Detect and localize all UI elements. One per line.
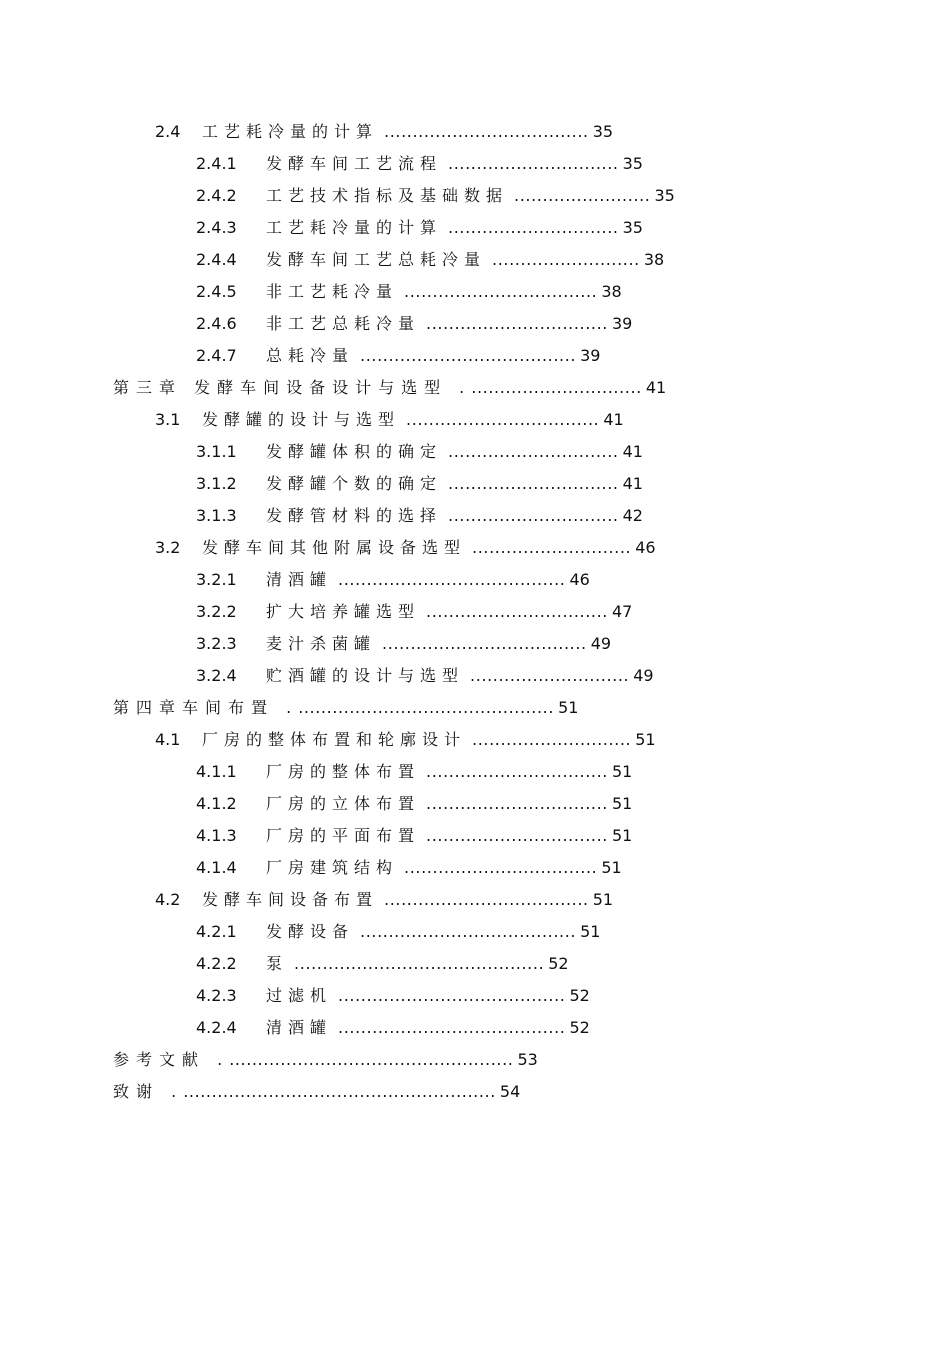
- toc-entry-page: 46: [635, 538, 656, 557]
- toc-entry[interactable]: [196, 760, 632, 784]
- toc-entry[interactable]: [155, 536, 656, 560]
- toc-entry-title: 泵: [266, 954, 289, 973]
- toc-entry-title: 发酵车间工艺流程: [266, 154, 443, 173]
- toc-entry-page: 35: [654, 186, 675, 205]
- toc-entry-number: 4.2: [155, 890, 181, 909]
- toc-entry-number: 4.1: [155, 730, 181, 749]
- toc-entry-page: 38: [643, 250, 665, 269]
- toc-entry-page: 51: [558, 698, 579, 717]
- toc-entry-number: 3.1.1: [196, 442, 237, 461]
- toc-chapter[interactable]: [113, 1080, 520, 1104]
- toc-entry-page: 54: [499, 1082, 521, 1101]
- toc-entry-number: 4.1.3: [196, 826, 237, 845]
- toc-entry-leader: ..................................: [406, 410, 600, 429]
- toc-entry[interactable]: [196, 312, 632, 336]
- toc-entry[interactable]: [155, 120, 613, 144]
- toc-entry[interactable]: [196, 984, 590, 1008]
- toc-entry-leader: ................................: [426, 794, 608, 813]
- toc-entry-page: 52: [569, 986, 590, 1005]
- toc-entry-number: 2.4.2: [196, 186, 237, 205]
- toc-entry[interactable]: [196, 824, 632, 848]
- toc-entry-number: 3.2.4: [196, 666, 237, 685]
- toc-entry-title: 清酒罐: [266, 570, 333, 589]
- toc-entry-number: 4.1.1: [196, 762, 237, 781]
- toc-entry-page: 51: [580, 922, 601, 941]
- toc-entry[interactable]: [196, 600, 632, 624]
- toc-entry[interactable]: [196, 184, 675, 208]
- toc-entry-title: 厂房的平面布置: [266, 826, 421, 845]
- toc-entry-page: 51: [592, 890, 614, 909]
- toc-entry-leader: ..............................: [448, 474, 619, 493]
- toc-entry-leader: ........................................: [338, 986, 566, 1005]
- toc-entry-title: 非工艺总耗冷量: [266, 314, 421, 333]
- toc-entry-leader: ........................................: [338, 570, 566, 589]
- toc-entry-leader: ............................: [472, 538, 632, 557]
- toc-entry-page: 51: [601, 858, 622, 877]
- toc-entry[interactable]: [196, 1016, 590, 1040]
- toc-entry-page: 35: [592, 122, 614, 141]
- toc-entry-number: 3.2: [155, 538, 181, 557]
- toc-entry-number: 3.2.1: [196, 570, 237, 589]
- toc-entry-leader: ....................................: [384, 122, 589, 141]
- toc-entry[interactable]: [155, 888, 613, 912]
- toc-entry-title: 扩大培养罐选型: [266, 602, 421, 621]
- toc-entry[interactable]: [196, 216, 643, 240]
- toc-entry-number: 4.1.2: [196, 794, 237, 813]
- toc-entry-number: 2.4.4: [196, 250, 237, 269]
- toc-entry[interactable]: [196, 856, 622, 880]
- toc-entry-leader: ..............................: [448, 442, 619, 461]
- toc-entry-page: 49: [590, 634, 612, 653]
- toc-entry-number: 2.4: [155, 122, 181, 141]
- toc-entry-number: 3.1.3: [196, 506, 237, 525]
- toc-entry-leader: ..................................: [404, 858, 598, 877]
- toc-entry-leader: .......................................................: [183, 1082, 496, 1101]
- toc-entry[interactable]: [196, 152, 643, 176]
- toc-entry[interactable]: [196, 920, 600, 944]
- toc-entry-leader: ................................: [426, 314, 608, 333]
- toc-entry-leader: ............................................: [294, 954, 545, 973]
- toc-chapter-title: 第四章车间布置 .: [113, 698, 299, 717]
- toc-entry-title: 发酵设备: [266, 922, 355, 941]
- toc-entry-page: 41: [622, 442, 643, 461]
- toc-entry-page: 41: [645, 378, 667, 397]
- toc-entry-page: 52: [548, 954, 569, 973]
- toc-entry-page: 35: [622, 218, 643, 237]
- toc-entry-title: 非工艺耗冷量: [266, 282, 399, 301]
- toc-entry-leader: ............................: [472, 730, 632, 749]
- toc-entry-leader: ....................................: [382, 634, 587, 653]
- toc-entry-title: 麦汁杀菌罐: [266, 634, 377, 653]
- toc-entry-page: 38: [601, 282, 622, 301]
- toc-entry-leader: ......................................: [360, 922, 577, 941]
- toc-entry-title: 清酒罐: [266, 1018, 333, 1037]
- toc-entry-page: 49: [633, 666, 654, 685]
- toc-entry[interactable]: [196, 632, 611, 656]
- toc-entry[interactable]: [196, 568, 590, 592]
- toc-entry[interactable]: [196, 952, 569, 976]
- toc-entry-number: 2.4.1: [196, 154, 237, 173]
- toc-entry-leader: ................................: [426, 602, 608, 621]
- toc-entry-page: 51: [611, 762, 633, 781]
- toc-entry-title: 厂房的整体布置: [266, 762, 421, 781]
- toc-entry[interactable]: [196, 664, 654, 688]
- toc-entry-leader: ........................................: [338, 1018, 566, 1037]
- toc-entry-leader: ..............................: [448, 506, 619, 525]
- toc-entry-number: 4.2.3: [196, 986, 237, 1005]
- toc-entry-title: 厂房建筑结构: [266, 858, 399, 877]
- toc-entry-title: 贮酒罐的设计与选型: [266, 666, 465, 685]
- toc-entry-leader: ..............................: [448, 154, 619, 173]
- toc-entry[interactable]: [196, 792, 632, 816]
- toc-entry-title: 发酵罐个数的确定: [266, 474, 443, 493]
- toc-entry-title: 发酵罐的设计与选型: [202, 410, 401, 429]
- toc-entry-page: 39: [580, 346, 601, 365]
- toc-entry[interactable]: [196, 344, 600, 368]
- toc-entry[interactable]: [196, 440, 643, 464]
- toc-entry-leader: ..............................: [448, 218, 619, 237]
- toc-entry[interactable]: [155, 728, 656, 752]
- toc-entry-number: 3.2.2: [196, 602, 237, 621]
- toc-entry[interactable]: [196, 504, 643, 528]
- toc-entry-title: 工艺技术指标及基础数据: [266, 186, 509, 205]
- toc-entry-number: 2.4.5: [196, 282, 237, 301]
- toc-entry-leader: ................................: [426, 826, 608, 845]
- toc-entry-leader: ............................: [470, 666, 630, 685]
- toc-entry-page: 42: [622, 506, 643, 525]
- toc-entry-leader: ..........................: [492, 250, 640, 269]
- toc-chapter[interactable]: [113, 376, 666, 400]
- toc-entry-title: 发酵罐体积的确定: [266, 442, 443, 461]
- toc-entry[interactable]: [196, 248, 664, 272]
- toc-chapter-title: 致谢 .: [113, 1082, 184, 1101]
- toc-chapter-title: 第三章 发酵车间设备设计与选型 .: [113, 378, 472, 397]
- toc-entry-leader: ........................: [514, 186, 651, 205]
- toc-entry-page: 51: [611, 794, 633, 813]
- toc-entry-title: 工艺耗冷量的计算: [266, 218, 443, 237]
- toc-entry-title: 发酵车间其他附属设备选型: [202, 538, 467, 557]
- toc-entry-page: 47: [611, 602, 633, 621]
- toc-entry-leader: ................................: [426, 762, 608, 781]
- toc-entry-number: 4.2.1: [196, 922, 237, 941]
- toc-entry-number: 4.2.4: [196, 1018, 237, 1037]
- toc-entry-page: 41: [622, 474, 643, 493]
- toc-entry-page: 39: [611, 314, 633, 333]
- toc-entry-leader: ......................................: [360, 346, 577, 365]
- toc-entry-leader: ..................................: [404, 282, 598, 301]
- toc-entry-title: 过滤机: [266, 986, 333, 1005]
- toc-entry-number: 2.4.3: [196, 218, 237, 237]
- toc-entry-page: 41: [603, 410, 624, 429]
- toc-chapter[interactable]: [113, 1048, 538, 1072]
- toc-entry-page: 46: [569, 570, 590, 589]
- toc-entry-number: 2.4.7: [196, 346, 237, 365]
- toc-entry[interactable]: [155, 408, 624, 432]
- toc-entry-number: 3.1.2: [196, 474, 237, 493]
- toc-entry-page: 53: [517, 1050, 538, 1069]
- toc-chapter[interactable]: [113, 696, 578, 720]
- toc-entry-number: 4.2.2: [196, 954, 237, 973]
- toc-entry-leader: ..................................................: [229, 1050, 514, 1069]
- toc-entry-title: 发酵车间工艺总耗冷量: [266, 250, 487, 269]
- toc-entry[interactable]: [196, 472, 643, 496]
- toc-entry-title: 厂房的立体布置: [266, 794, 421, 813]
- toc-entry-number: 2.4.6: [196, 314, 237, 333]
- toc-entry-leader: .............................................: [298, 698, 555, 717]
- toc-chapter-title: 参考文献 .: [113, 1050, 230, 1069]
- toc-entry-title: 发酵管材料的选择: [266, 506, 443, 525]
- toc-entry[interactable]: [196, 280, 622, 304]
- toc-entry-page: 35: [622, 154, 643, 173]
- toc-entry-number: 4.1.4: [196, 858, 237, 877]
- toc-entry-title: 厂房的整体布置和轮廓设计: [202, 730, 467, 749]
- toc-entry-page: 51: [611, 826, 633, 845]
- toc-entry-number: 3.1: [155, 410, 181, 429]
- toc-entry-title: 总耗冷量: [266, 346, 355, 365]
- toc-entry-page: 51: [635, 730, 656, 749]
- toc-entry-title: 工艺耗冷量的计算: [202, 122, 379, 141]
- toc-entry-leader: ..............................: [471, 378, 642, 397]
- toc-entry-number: 3.2.3: [196, 634, 237, 653]
- toc-entry-leader: ....................................: [384, 890, 589, 909]
- toc-entry-title: 发酵车间设备布置: [202, 890, 379, 909]
- toc-entry-page: 52: [569, 1018, 590, 1037]
